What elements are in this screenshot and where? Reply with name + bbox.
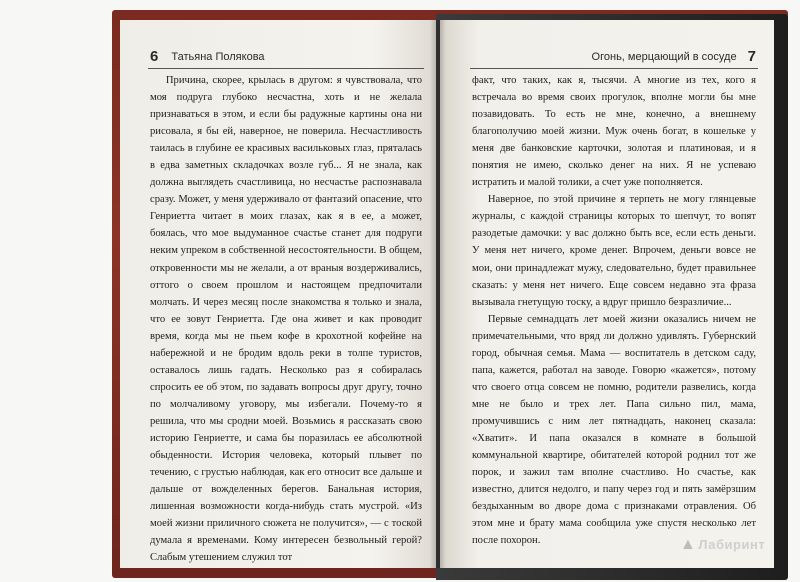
right-page-text	[472, 72, 756, 549]
paragraph: Наверное, по этой причине я терпеть не могу глянцевые журналы, с каждой страницы которых то шепчут, то вопят разодетые дамочки: у вас должно быть все, если есть деньги. У меня нет ничего, кроме денег. Впрочем, деньги вовсе не мои, они принадлежат мужу, следовательно, будет правильнее сказать: у меня нет ничего. Еще совсем недавно эта фраза вызывала гнетущую тоску, а вдруг пришло безразличие...	[472, 194, 756, 308]
left-header-rule	[148, 68, 424, 69]
right-page	[440, 20, 774, 568]
paragraph: Первые семнадцать лет моей жизни оказались ничем не примечательными, что вряд ли должно удивлять. Губернский город, обычная семья. Мама — воспитатель в детском саду, папа, кажется, работал на заводе. Говорю «кажется», потому что своего отца совсем не помню, родители развелись, когда мне не было и трех лет. Папа сильно пил, мама, промучившись с ним лет пятнадцать, наконец сказала: «Хватит». И папа оказался в комнате в большой коммунальной квартире, обитателей которой роднил тот же порок, и зажил там вполне счастливо. Но счастье, как известно, длится недолго, и папу через год и пять замёрзшим бездыханным во дворе дома с признаками отравления. Об этом мне и брату мама сообщила уже спустя несколько лет после похорон.	[472, 313, 756, 547]
left-running-header	[150, 48, 265, 65]
watermark-text: Лабиринт	[698, 537, 766, 552]
watermark-logo	[680, 536, 765, 554]
right-running-head: Огонь, мерцающий в сосуде	[591, 51, 737, 63]
right-running-header	[592, 48, 756, 65]
left-page	[120, 20, 436, 568]
paragraph: Причина, скорее, крылась в другом: я чувствовала, что моя подруга глубоко несчастна, хоть и не желала признаваться в этом, и если бы радужные картины она ни рисовала, я бы ей, наверное, не поверила. Несчастливость таилась в глубине ее красивых васильковых глаз, пряталась в едва заметных складочках возле губ... Я не знала, как должна выглядеть счастливица, но несчастье распознавала сразу. Может, у меня удерживало от фантазий опасение, что Генриетта читает в моих глазах, как я в ее, а может, боялась, что мое выдуманное счастье станет для подруги неким упреком в собственной несостоятельности. В общем, откровенности мы не желали, а от враныя воздерживались, оттого о своем прошлом и настоящем предпочитали молчать. И через месяц после знакомства я только и знала, что ее зовут Генриетта. Где она живет и как проводит время, когда мы не пьем кофе в крохотной кофейне на набережной и не бродим вдоль реки в толпе туристов, оставалось лишь гадать. Несколько раз я собиралась спросить ее об этом, по задавать вопросы друг другу, точно по молчаливому уговору, мы избегали. Почему-то я решила, что мы сродни моей. Возьмись я рассказать свою историю Генриетте, и сама бы поразилась ее абсолютной обыденности. История человека, который плывет по течению, с грустью наблюдая, как его относит все дальше и дальше от вожделенных берегов. Банальная история, лишенная возможности когда-нибудь стать мустрой. «Из моей жизни приличного сюжета не получится», — с тоской думала я временами. Кому интересен безвольный герой? Слабым утешением служил тот	[150, 75, 422, 564]
labyrinth-logo-icon: ▲	[680, 536, 697, 553]
book-spine-shadow	[430, 20, 446, 568]
right-page-number: 7	[747, 48, 756, 65]
left-running-head: Татьяна Полякова	[171, 51, 265, 63]
right-header-rule	[470, 68, 758, 69]
paragraph: факт, что таких, как я, тысячи. А многие из тех, кого я встречала во время своих прогулок, вполне могли бы мне позавидовать. То есть не мне, конечно, а внешнему благополучию моей жизни. Муж очень богат, в кошельке у меня две банковские карточки, золотая и платиновая, и я понятия не имею, сколько денег на них. Я не успеваю истратить и малой толики, а счет уже пополняется.	[472, 75, 756, 189]
left-page-number: 6	[150, 48, 159, 65]
left-page-text	[150, 72, 422, 566]
